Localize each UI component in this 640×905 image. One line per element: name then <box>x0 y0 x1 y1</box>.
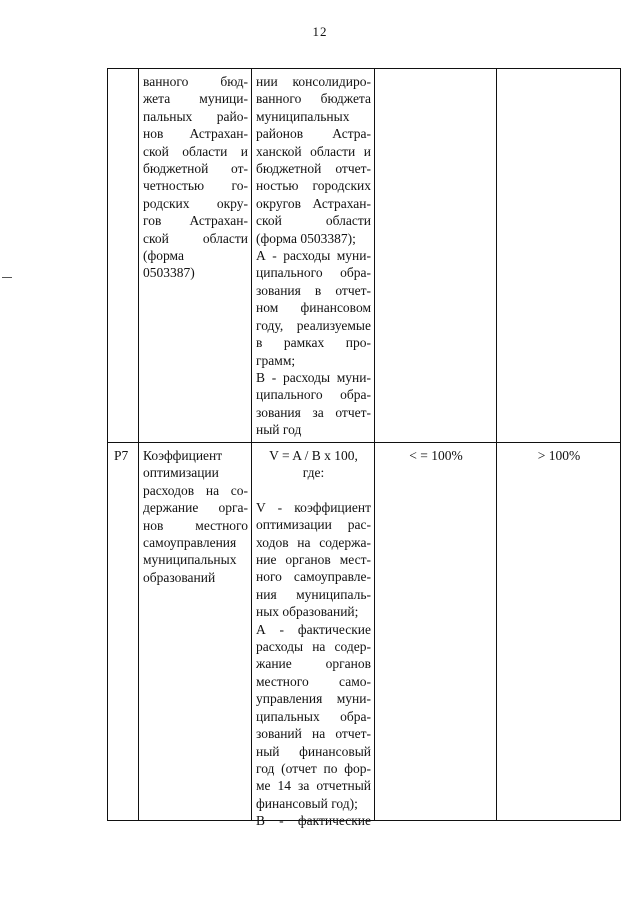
text-line: расходов на со- <box>143 482 248 498</box>
text-line: зования в отчет- <box>256 282 371 298</box>
text-line: ного самоуправле- <box>256 569 371 585</box>
text-line: В - фактические <box>256 813 371 829</box>
text-line: году, реализуемые <box>256 317 371 333</box>
text-line: управления муни- <box>256 691 371 707</box>
text-line: расходы на содер- <box>256 639 371 655</box>
target-value-cell <box>375 69 497 443</box>
text-line: муниципальных <box>143 552 237 568</box>
text-line: в рамках про- <box>256 335 371 351</box>
text-line: жета муници- <box>143 91 248 107</box>
text-line: ской области <box>256 213 371 229</box>
indicator-name-cell <box>139 69 252 443</box>
text-line: держание орга- <box>143 500 248 516</box>
indicator-number-cell <box>108 69 139 443</box>
text-line: образований <box>143 569 216 585</box>
text-line: ской области <box>143 230 248 246</box>
page-number: 12 <box>312 24 328 39</box>
text-line: оптимизации <box>143 465 219 481</box>
text-line: нии консолидиро- <box>256 74 371 89</box>
text-line: нов Астрахан- <box>143 126 248 142</box>
text-line: гов Астрахан- <box>143 213 248 229</box>
text-line: ных образований; <box>256 604 359 620</box>
margin-mark <box>2 277 12 278</box>
indicator-formula-cell <box>252 443 375 829</box>
text-line: ный год <box>256 422 302 438</box>
threshold-value-cell: > 100% <box>497 443 621 821</box>
text-line: В - расходы муни- <box>256 369 371 385</box>
text-line: ципального обра- <box>256 265 371 281</box>
text-line: (форма <box>143 248 184 264</box>
text-line: ния муниципаль- <box>256 586 371 602</box>
text-line: муниципальных <box>256 108 350 124</box>
text-line: ципального обра- <box>256 387 371 403</box>
indicator-name-cell <box>139 443 252 821</box>
text-line: нов местного <box>143 517 248 533</box>
text-line: ном финансовом <box>256 300 371 316</box>
text-line: ципальных обра- <box>256 708 371 724</box>
text-line: ме 14 за отчетный <box>256 778 371 794</box>
text-line: бюджетной от- <box>143 161 248 177</box>
text-line: ходов на содержа- <box>256 534 371 550</box>
text-line: местного само- <box>256 673 371 689</box>
target-value-cell: < = 100% <box>375 443 497 821</box>
text-line: ностью городских <box>256 178 371 194</box>
text-line: V - коэффициент <box>256 499 371 515</box>
threshold-value-cell <box>497 69 621 443</box>
text-line: районов Астра- <box>256 126 371 142</box>
text-line: зования за отчет- <box>256 404 371 420</box>
indicator-number-cell: Р7 <box>108 443 139 821</box>
table-row <box>108 69 621 443</box>
text-line: родских окру- <box>143 195 248 211</box>
text-line: бюджетной отчет- <box>256 161 371 177</box>
indicator-formula-cell <box>252 69 375 443</box>
indicators-table-grid <box>107 68 621 829</box>
text-line: ный финансовый <box>256 743 371 759</box>
text-line: (форма 0503387); <box>256 230 356 246</box>
text-line: ние органов мест- <box>256 552 371 568</box>
text-line: зований на отчет- <box>256 726 371 742</box>
text-line: финансовый год); <box>256 795 358 811</box>
text-line: А - фактические <box>256 621 371 637</box>
text-line: ванного бюд- <box>143 74 248 89</box>
text-line: четностью го- <box>143 178 248 194</box>
text-line: Коэффициент <box>143 448 223 463</box>
text-line: оптимизации рас- <box>256 517 371 533</box>
text-line: грамм; <box>256 352 296 368</box>
text-line: ханской области и <box>256 143 371 159</box>
text-line: жание органов <box>256 656 371 672</box>
indicators-table <box>107 68 621 829</box>
spacer <box>256 482 371 499</box>
formula-expression: V = A / B x 100, <box>269 448 358 463</box>
text-line: самоуправления <box>143 535 237 551</box>
text-line: год (отчет по фор- <box>256 760 371 776</box>
formula-where: где: <box>302 465 325 481</box>
text-line: пальных райо- <box>143 108 248 124</box>
text-line: ской области и <box>143 143 248 159</box>
text-line: 0503387) <box>143 265 195 281</box>
text-line: ванного бюджета <box>256 91 371 107</box>
table-row <box>108 443 621 821</box>
text-line: А - расходы муни- <box>256 248 371 264</box>
text-line: округов Астрахан- <box>256 195 371 211</box>
